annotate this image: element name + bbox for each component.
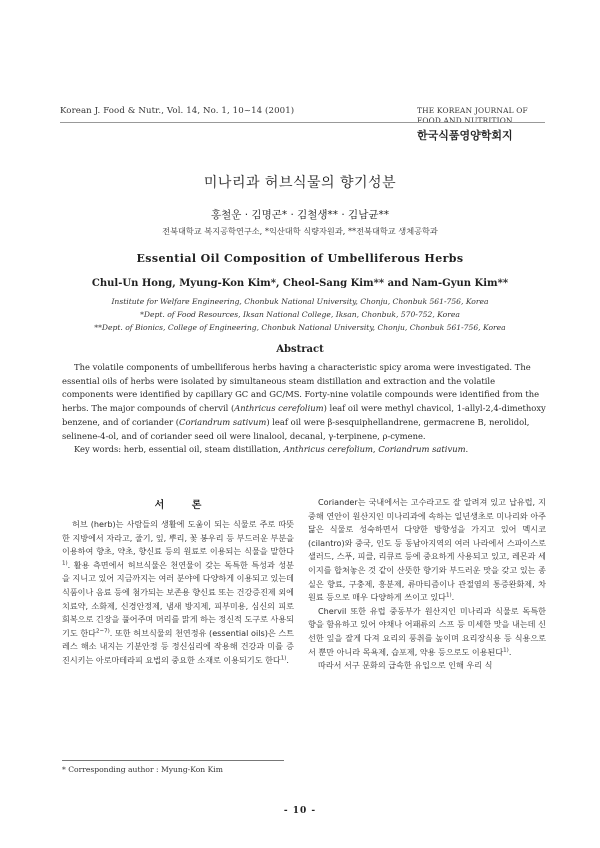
- journal-badge-line2: FOOD AND NUTRITION: [417, 115, 513, 125]
- abstract-paragraph: [62, 361, 546, 443]
- authors-english: Chul-Un Hong, Myung-Kon Kim*, Cheol-Sang Kim** and Nam-Gyun Kim**: [91, 278, 509, 289]
- citation-ref: 1): [503, 646, 509, 653]
- journal-badge-korean-name: 한국식품영양학회지: [417, 129, 513, 142]
- title-english: Essential Oil Composition of Umbelliferous Herbs: [136, 252, 464, 265]
- affiliation-korean: 전북대학교 복지공학연구소, *익산대학 식량자원과, **전북대학교 생체공학과: [162, 226, 438, 236]
- abstract-heading: Abstract: [276, 344, 324, 355]
- citation-ref: 1): [445, 592, 452, 599]
- affiliation-english-3: **Dept. of Bionics, College of Engineering, Chonbuk National University, Chonju, Chonbuk 561-756, Korea: [94, 323, 506, 332]
- abstract-body: [62, 361, 546, 457]
- intro-text-1b: . 활용 측면에서 허브식물은 천연물이 갖는 독특한 특성과 성분을 지니고 있어 지금까지는 여러 분야에 다양하게 이용되고 있는데 식품이나 음료 등에 첨가되는 보존용 향신료 또는 건강증진제 외에 치료약, 소화제, 신경안정제, 냄새 방지제, 피부미용, 심신의 피로회복으로 긴장을 풀어주며 머리를 맑게 하는 정신적 도구로 사용되기도 한다: [62, 559, 294, 638]
- citation-ref: 1): [62, 560, 68, 567]
- keywords-lead: Key words: herb, essential oil, steam distillation,: [74, 444, 284, 455]
- header-rule: [60, 122, 545, 123]
- intro-text-3a: Chervil 또한 유럽 중동부가 원산지인 미나리과 식물로 독특한 향을 함유하고 있어 야채나 어패류의 스프 등 미세한 맛을 내는데 신선한 잎을 잘게 다져 요리의 풍취를 높이며 요리장식용 등 식용으로서 뿐만 아니라 목욕제, 습포제, 약용 등으로도 이용된다: [308, 605, 546, 657]
- section-heading-introduction: 서 론: [154, 500, 214, 511]
- footnote-rule: [62, 760, 284, 761]
- species-coriander: Coriandrum sativum: [179, 416, 267, 427]
- intro-text-1a: 허브 (herb)는 사람들의 생활에 도움이 되는 식물로 주로 따뜻한 지방에서 자라고, 줄기, 잎, 뿌리, 꽃 봉우리 등 부드러운 부분을 이용하여 향초, 약초, 향신료 등의 원료로 이용되는 식물을 말한다: [62, 519, 294, 557]
- keywords-separator: ,: [372, 444, 379, 455]
- citation-ref: 1): [280, 655, 287, 662]
- corresponding-author-note: * Corresponding author : Myung-Kon Kim: [62, 765, 223, 774]
- species-chervil: Anthricus cerefolium: [234, 403, 324, 414]
- abstract-text-2: ) leaf oil were methyl chavicol, 1-allyl-2,4-dimethoxy benzene, and of coriander (: [62, 403, 546, 427]
- keywords-end: .: [465, 444, 469, 455]
- keyword-chervil: Anthricus cerefolium: [283, 444, 373, 455]
- title-korean: 미나리과 허브식물의 향기성분: [203, 175, 397, 191]
- intro-paragraph-coriander: [308, 496, 546, 605]
- intro-text-2a: Coriander는 국내에서는 고수라고도 잘 알려져 있고 납유럽, 지중해 연안이 원산지인 미나리과에 속하는 일년생초로 미나리와 아주 닮은 식물로 성숙하면서 다양한 방향성을 가지고 있어 멕시코 (cilantro)와 중국, 인도 등 동남아지역의 여러 나라에서 스파이스로 샐러드, 스푸, 피클, 리큐르 등에 중요하게 사용되고 있고, 레몬과 세이지를 합쳐놓은 것 같이 산뜻한 향기와 부드러운 맛을 갖고 있는 종실은 향료, 구충제, 흥분제, 류마티즘이나 관절염의 통증완화제, 차 원료 등으로 매우 다양하게 쓰이고 있다: [308, 497, 546, 603]
- intro-text-3b: .: [508, 646, 512, 657]
- citation-ref: 2~7): [95, 628, 110, 635]
- affiliation-english-2: *Dept. of Food Resources, Iksan National College, Iksan, Chonbuk, 570-752, Korea: [140, 310, 460, 319]
- abstract-text-3: ) leaf oil were β-sesquiphellandrene, germacrene B, nerolidol, selinene-4-ol, and of coriander seed oil were linalool, decanal, γ-terpinene, ρ-cymene.: [62, 416, 530, 441]
- intro-text-1c: . 또한 허브식물의 천연정유 (essential oils)은 스트레스 해소 내지는 기분안정 등 정신심리에 작용해 건강과 미를 증진시키는 아로마테라피 요법의 중요한 소재로 이용되기도 한다: [62, 627, 294, 665]
- authors-korean: 홍철운 · 김명곤* · 김철생** · 김남균**: [210, 209, 389, 221]
- journal-citation: Korean J. Food & Nutr., Vol. 14, No. 1, 10~14 (2001): [60, 106, 295, 116]
- intro-paragraph-chervil: [308, 605, 546, 659]
- body-column-right: [308, 496, 546, 673]
- intro-text-2b: .: [451, 592, 455, 603]
- intro-paragraph-continued: 따라서 서구 문화의 급속한 유입으로 인해 우리 식: [318, 660, 493, 671]
- journal-badge: [417, 106, 545, 143]
- abstract-text-1: The volatile components of umbelliferous herbs having a characteristic spicy aroma were investigated. The essential oils of herbs were isolated by simultaneous steam distillation and extraction and the volatile components were identified by capillary GC and GC/MS. Forty-nine volatile compounds were identified from the herbs. The major compounds of chervil (: [62, 362, 540, 414]
- body-column-left: [62, 496, 294, 668]
- journal-badge-line1: THE KOREAN JOURNAL OF: [417, 106, 528, 115]
- keyword-coriander: Coriandrum sativum: [378, 444, 466, 455]
- keywords: [62, 443, 546, 457]
- intro-paragraph-1: [62, 518, 294, 668]
- intro-text-1d: .: [286, 654, 289, 665]
- page-number: - 10 -: [283, 806, 317, 816]
- affiliation-english-1: Institute for Welfare Engineering, Chonbuk National University, Chonju, Chonbuk 561-756, Korea: [111, 297, 489, 306]
